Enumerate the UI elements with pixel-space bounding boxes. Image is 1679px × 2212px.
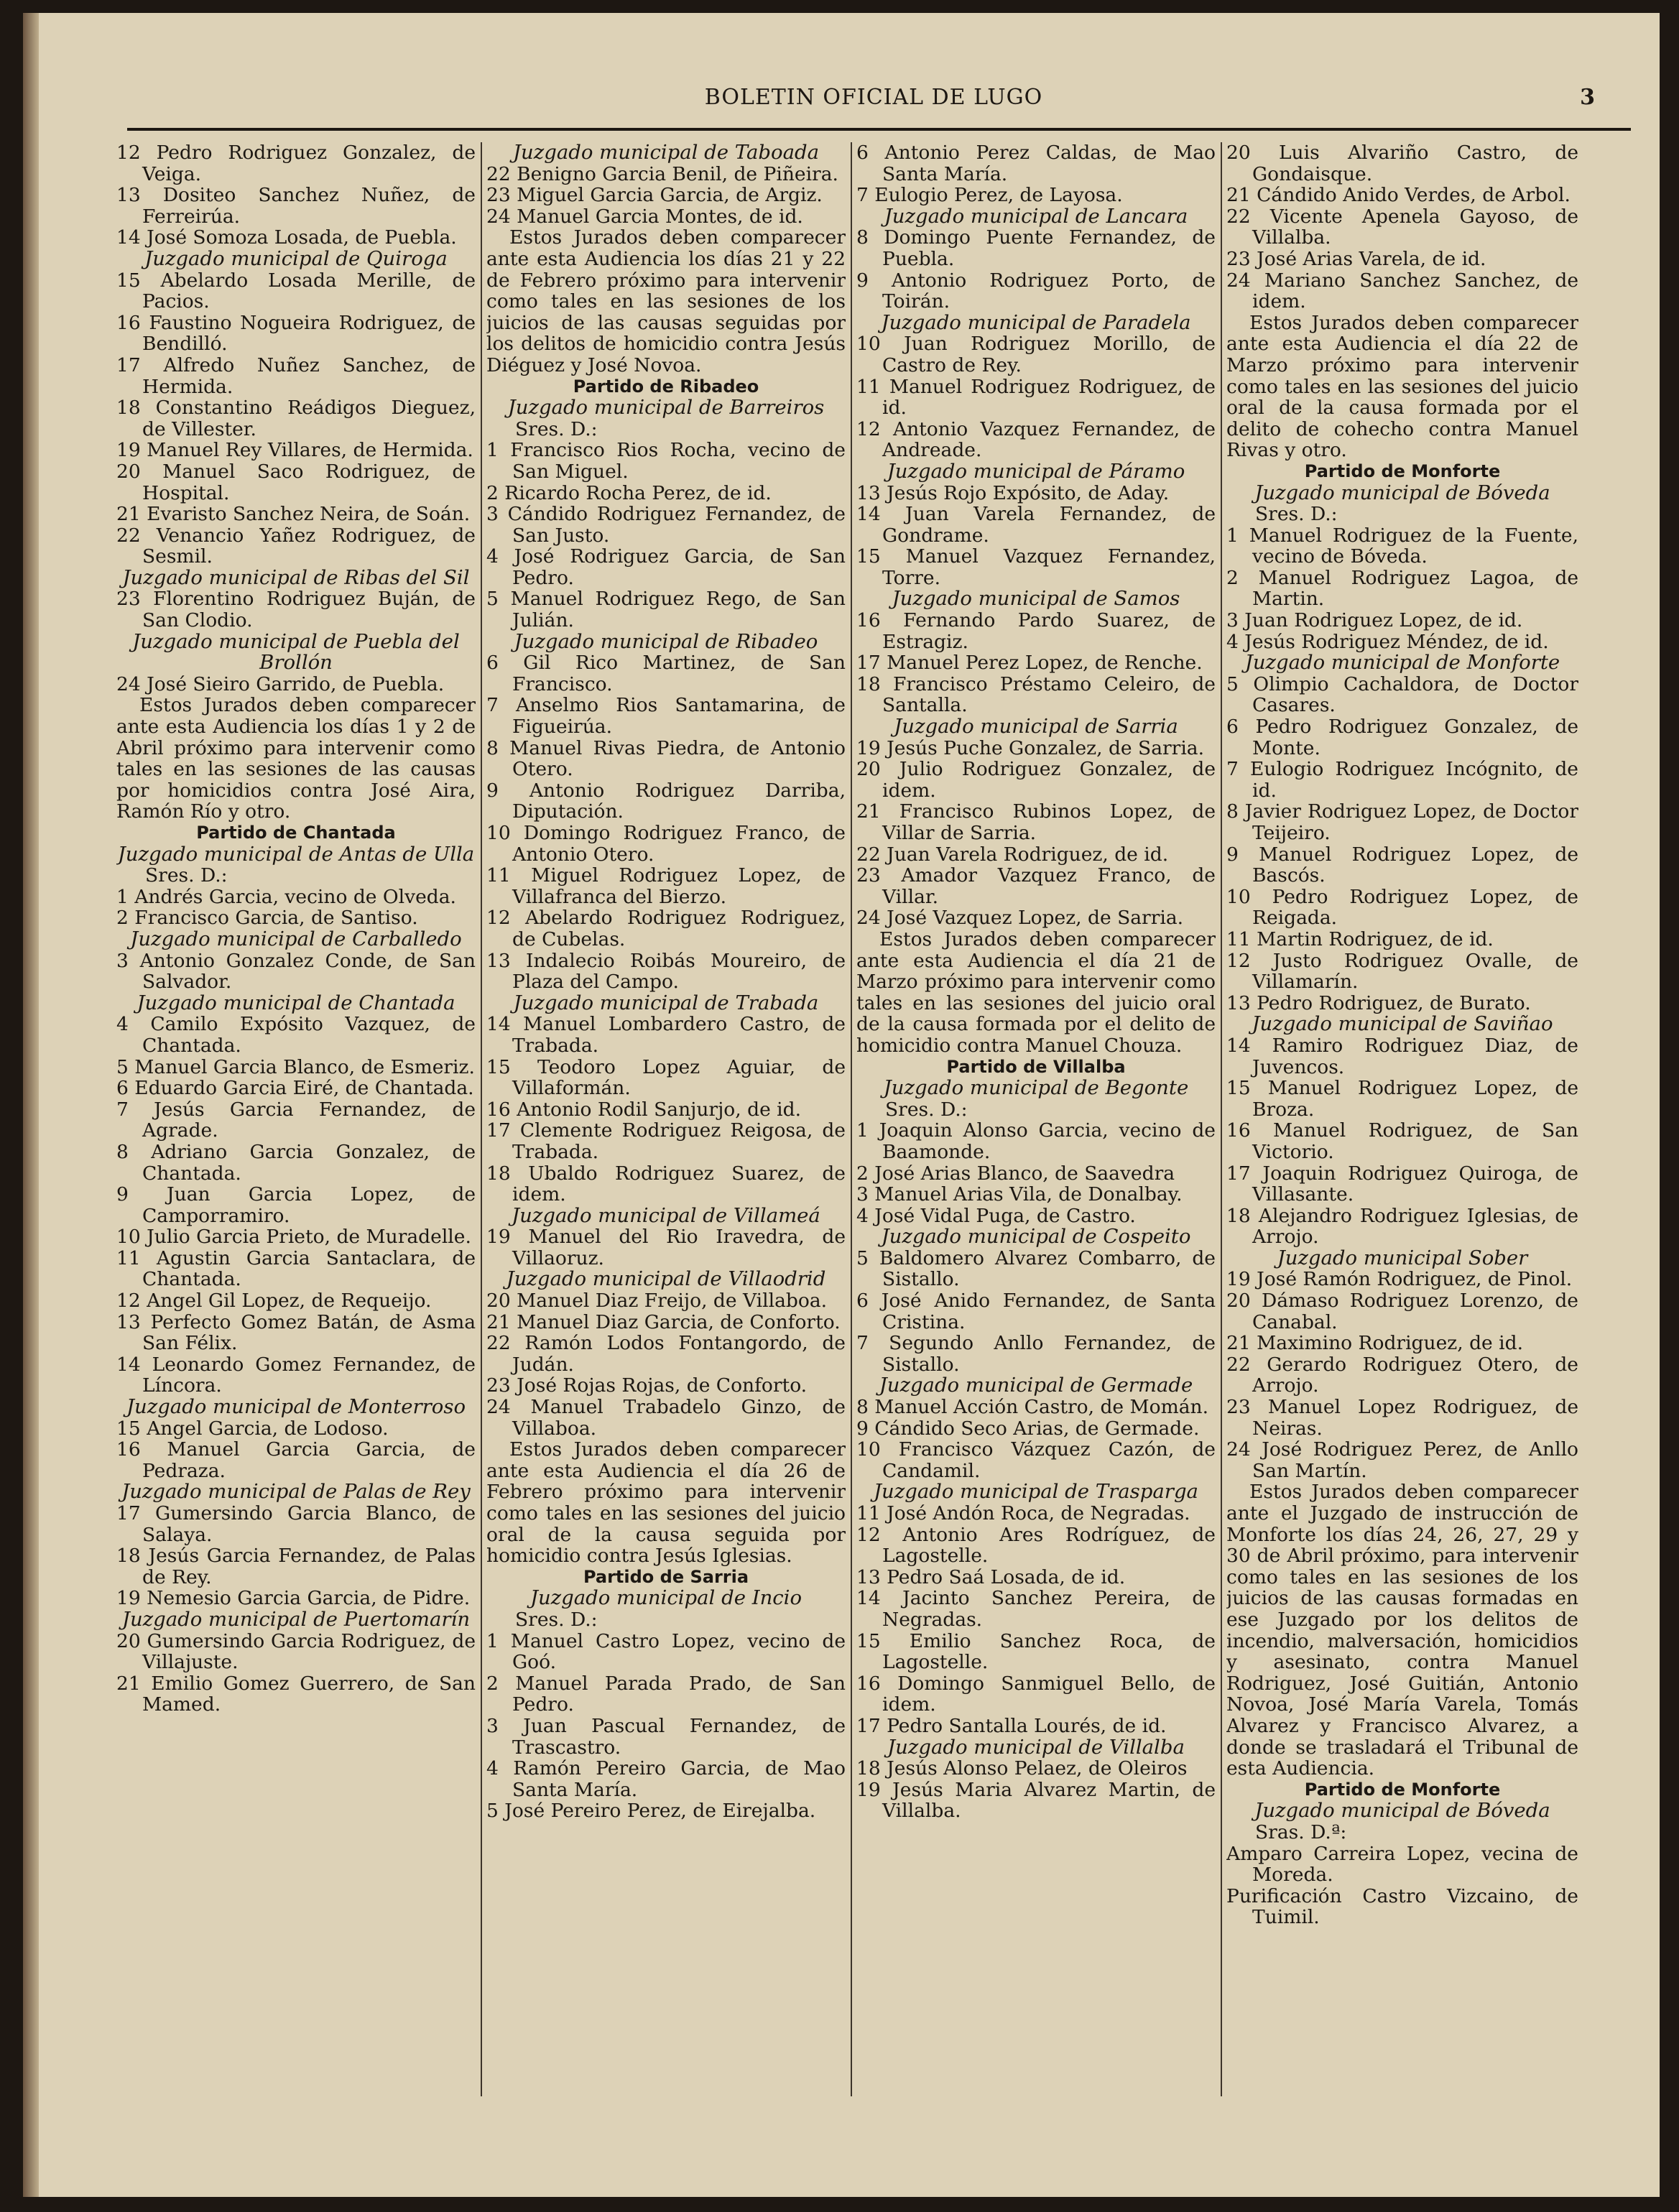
juror-entry: 17 Joaquin Rodriguez Quiroga, de Villasante. xyxy=(1226,1162,1578,1206)
juror-entry: 16 Antonio Rodil Sanjurjo, de id. xyxy=(486,1098,802,1121)
court-heading: Juzgado municipal de Trabada xyxy=(513,991,819,1014)
juror-entry: 19 Manuel Rey Villares, de Hermida. xyxy=(116,439,473,462)
juror-entry: 20 Luis Alvariño Castro, de Gondaisque. xyxy=(1226,142,1578,185)
column-divider xyxy=(481,142,482,2096)
column-divider xyxy=(851,142,852,2096)
juror-entry: 14 Jacinto Sanchez Pereira, de Negradas. xyxy=(856,1587,1216,1631)
juror-entry: 19 José Ramón Rodriguez, de Pinol. xyxy=(1226,1268,1573,1291)
summons-paragraph: Estos Jurados deben comparecer ante esta Audiencia el día 21 de Marzo próximo para intervenir como tales en las sesiones del juicio oral de la causa formada por el delito de homicidio contra Manuel Chouza. xyxy=(856,927,1216,1057)
juror-entry: 12 Antonio Vazquez Fernandez, de Andreade. xyxy=(856,417,1216,462)
court-heading: Juzgado municipal de Sarria xyxy=(894,715,1178,739)
juror-entry: 7 Eulogio Rodriguez Incógnito, de id. xyxy=(1226,758,1578,802)
juror-entry: 2 Ricardo Rocha Perez, de id. xyxy=(486,481,772,504)
court-heading: Juzgado municipal de Saviñao xyxy=(1252,1012,1553,1036)
juror-entry: 6 Antonio Perez Caldas, de Mao Santa María. xyxy=(856,142,1216,185)
juror-entry: 21 Maximino Rodriguez, de id. xyxy=(1226,1332,1524,1355)
juror-entry: 20 Manuel Diaz Freijo, de Villaboa. xyxy=(486,1290,828,1313)
juror-entry: 2 Francisco Garcia, de Santiso. xyxy=(116,907,418,930)
salutation-label: Sres. D.: xyxy=(1255,503,1338,526)
juror-entry: 18 Alejandro Rodriguez Iglesias, de Arrojo. xyxy=(1226,1204,1578,1249)
court-heading: Juzgado municipal de Paradela xyxy=(881,310,1191,334)
juror-entry: Amparo Carreira Lopez, vecina de Moreda. xyxy=(1226,1842,1578,1887)
juror-entry: 18 Jesús Alonso Pelaez, de Oleiros xyxy=(856,1757,1188,1780)
juror-entry: 20 Manuel Saco Rodriguez, de Hospital. xyxy=(116,460,476,504)
juror-entry: 13 Pedro Saá Losada, de id. xyxy=(856,1565,1126,1588)
juror-entry: 13 Jesús Rojo Expósito, de Aday. xyxy=(856,481,1170,504)
juror-entry: 23 José Rojas Rojas, de Conforto. xyxy=(486,1374,808,1397)
publication-title: BOLETIN OFICIAL DE LUGO xyxy=(704,85,1043,110)
juror-entry: 14 Leonardo Gomez Fernandez, de Líncora. xyxy=(116,1353,476,1397)
juror-entry: 13 Dositeo Sanchez Nuñez, de Ferreirúa. xyxy=(116,184,476,228)
juror-entry: 1 Manuel Castro Lopez, vecino de Goó. xyxy=(486,1629,846,1674)
juror-entry: 7 Eulogio Perez, de Layosa. xyxy=(856,184,1123,207)
juror-entry: 8 Adriano Garcia Gonzalez, de Chantada. xyxy=(116,1140,476,1185)
court-heading: Juzgado municipal de Bóveda xyxy=(1254,1799,1550,1823)
juror-entry: 9 Antonio Rodriguez Darriba, Diputación. xyxy=(486,779,846,823)
juror-entry: 6 Gil Rico Martinez, de San Francisco. xyxy=(486,652,846,695)
juror-entry: 16 Domingo Sanmiguel Bello, de idem. xyxy=(856,1672,1216,1716)
juror-entry: 12 Justo Rodriguez Ovalle, de Villamarín. xyxy=(1226,949,1578,994)
juror-entry: 17 Clemente Rodriguez Reigosa, de Trabada. xyxy=(486,1119,846,1163)
juror-entry: 19 Nemesio Garcia Garcia, de Pidre. xyxy=(116,1587,471,1610)
court-heading: Juzgado municipal de Carballedo xyxy=(130,927,462,950)
column-1 xyxy=(116,142,476,2096)
juror-entry: 8 Javier Rodriguez Lopez, de Doctor Teijeiro. xyxy=(1226,800,1578,844)
column-divider xyxy=(1221,142,1222,2096)
district-heading: Partido de Villalba xyxy=(946,1056,1126,1077)
juror-entry: 10 Julio Garcia Prieto, de Muradelle. xyxy=(116,1226,471,1249)
juror-entry: 15 Abelardo Losada Merille, de Pacios. xyxy=(116,269,476,313)
salutation-label: Sras. D.ª: xyxy=(1255,1820,1347,1843)
juror-entry: 8 Domingo Puente Fernandez, de Puebla. xyxy=(856,226,1216,270)
juror-entry: 15 Manuel Vazquez Fernandez, Torre. xyxy=(856,545,1216,589)
court-heading: Juzgado municipal de Bóveda xyxy=(1254,481,1550,504)
page-header xyxy=(109,76,1638,119)
juror-entry: 22 Benigno Garcia Benil, de Piñeira. xyxy=(486,162,838,185)
juror-entry: 10 Juan Rodriguez Morillo, de Castro de Rey. xyxy=(856,333,1216,376)
court-heading: Juzgado municipal de Monterroso xyxy=(126,1395,466,1419)
court-heading: Juzgado municipal de Puebla del Brollón xyxy=(132,629,460,675)
juror-entry: 17 Gumersindo Garcia Blanco, de Salaya. xyxy=(116,1502,476,1546)
juror-entry: 21 Cándido Anido Verdes, de Arbol. xyxy=(1226,184,1571,207)
juror-entry: 21 Evaristo Sanchez Neira, de Soán. xyxy=(116,503,471,526)
court-heading: Juzgado municipal de Incio xyxy=(529,1586,803,1610)
juror-entry: 10 Pedro Rodriguez Lopez, de Reigada. xyxy=(1226,885,1578,930)
juror-entry: 8 Manuel Rivas Piedra, de Antonio Otero. xyxy=(486,736,846,781)
juror-entry: 3 Antonio Gonzalez Conde, de San Salvador. xyxy=(116,949,476,994)
juror-entry: 19 Jesús Puche Gonzalez, de Sarria. xyxy=(856,736,1205,759)
juror-entry: 8 Manuel Acción Castro, de Momán. xyxy=(856,1396,1209,1419)
juror-entry: 4 Camilo Expósito Vazquez, de Chantada. xyxy=(116,1013,476,1057)
juror-entry: 4 Ramón Pereiro Garcia, de Mao Santa María. xyxy=(486,1757,846,1801)
juror-entry: 24 José Rodriguez Perez, de Anllo San Martín. xyxy=(1226,1438,1578,1482)
juror-entry: 24 Manuel Garcia Montes, de id. xyxy=(486,205,803,228)
juror-entry: 5 Manuel Garcia Blanco, de Esmeriz. xyxy=(116,1055,475,1078)
juror-entry: 23 Florentino Rodriguez Buján, de San Clodio. xyxy=(116,588,476,632)
column-2 xyxy=(486,142,846,2096)
juror-entry: 2 Manuel Parada Prado, de San Pedro. xyxy=(486,1672,846,1716)
court-heading: Juzgado municipal de Barreiros xyxy=(507,396,825,420)
juror-entry: 12 Pedro Rodriguez Gonzalez, de Veiga. xyxy=(116,142,476,185)
header-rule xyxy=(127,128,1631,131)
juror-entry: 17 Manuel Perez Lopez, de Renche. xyxy=(856,652,1203,675)
salutation-label: Sres. D.: xyxy=(885,1098,968,1121)
court-heading: Juzgado municipal de Samos xyxy=(892,587,1180,611)
juror-entry: 9 Cándido Seco Arias, de Germade. xyxy=(856,1417,1200,1440)
court-heading: Juzgado municipal de Germade xyxy=(879,1374,1193,1397)
court-heading: Juzgado municipal de Chantada xyxy=(137,991,455,1014)
juror-entry: 9 Antonio Rodriguez Porto, de Toirán. xyxy=(856,269,1216,313)
newspaper-page xyxy=(23,13,1660,2197)
court-heading: Juzgado municipal de Begonte xyxy=(883,1076,1189,1100)
juror-entry: 23 Miguel Garcia Garcia, de Argiz. xyxy=(486,184,823,207)
juror-entry: 1 Manuel Rodriguez de la Fuente, vecino de Bóveda. xyxy=(1226,524,1578,568)
juror-entry: 13 Pedro Rodriguez, de Burato. xyxy=(1226,991,1531,1014)
juror-entry: 22 Gerardo Rodriguez Otero, de Arrojo. xyxy=(1226,1353,1578,1397)
juror-entry: 18 Francisco Préstamo Celeiro, de Santalla. xyxy=(856,672,1216,717)
juror-entry: 24 Manuel Trabadelo Ginzo, de Villaboa. xyxy=(486,1396,846,1440)
juror-entry: 4 José Vidal Puga, de Castro. xyxy=(856,1204,1136,1227)
juror-entry: 21 Francisco Rubinos Lopez, de Villar de Sarria. xyxy=(856,800,1216,844)
juror-entry: 17 Alfredo Nuñez Sanchez, de Hermida. xyxy=(116,353,476,398)
court-heading: Juzgado municipal de Villaodrid xyxy=(506,1267,826,1291)
court-heading: Juzgado municipal de Ribas del Sil xyxy=(122,565,470,589)
juror-entry: 3 Juan Pascual Fernandez, de Trascastro. xyxy=(486,1714,846,1759)
summons-paragraph: Estos Jurados deben comparecer ante esta Audiencia los días 1 y 2 de Abril próximo para intervenir como tales en las sesiones de las causas por homicidios contra José Aira, Ramón Río y otro. xyxy=(116,694,476,823)
juror-entry: 7 Anselmo Rios Santamarina, de Figueirúa. xyxy=(486,694,846,739)
juror-entry: 11 Miguel Rodriguez Lopez, de Villafranca del Bierzo. xyxy=(486,864,846,908)
juror-entry: 20 Dámaso Rodriguez Lorenzo, de Canabal. xyxy=(1226,1290,1578,1333)
juror-entry: 24 Mariano Sanchez Sanchez, de idem. xyxy=(1226,269,1578,313)
juror-entry: 23 Manuel Lopez Rodriguez, de Neiras. xyxy=(1226,1396,1578,1440)
juror-entry: 24 José Sieiro Garrido, de Puebla. xyxy=(116,672,445,695)
juror-entry: 11 José Andón Roca, de Negradas. xyxy=(856,1502,1190,1524)
juror-entry: 14 Ramiro Rodriguez Diaz, de Juvencos. xyxy=(1226,1034,1578,1078)
juror-entry: 7 Jesús Garcia Fernandez, de Agrade. xyxy=(116,1098,476,1142)
court-heading: Juzgado municipal de Ribadeo xyxy=(514,629,818,653)
juror-entry: 9 Juan Garcia Lopez, de Camporramiro. xyxy=(116,1183,476,1227)
juror-entry: 5 José Pereiro Perez, de Eirejalba. xyxy=(486,1800,816,1823)
juror-entry: 21 Emilio Gomez Guerrero, de San Mamed. xyxy=(116,1672,476,1716)
juror-entry: 18 Constantino Reádigos Dieguez, de Villester. xyxy=(116,397,476,440)
salutation-label: Sres. D.: xyxy=(145,864,228,887)
juror-entry: 12 Antonio Ares Rodríguez, de Lagostelle. xyxy=(856,1523,1216,1568)
juror-entry: 15 Teodoro Lopez Aguiar, de Villaformán. xyxy=(486,1055,846,1100)
district-heading: Partido de Sarria xyxy=(583,1566,749,1587)
juror-entry: 13 Indalecio Roibás Moureiro, de Plaza del Campo. xyxy=(486,949,846,994)
juror-entry: 3 Manuel Arias Vila, de Donalbay. xyxy=(856,1183,1183,1206)
juror-entry: 15 Emilio Sanchez Roca, de Lagostelle. xyxy=(856,1629,1216,1674)
juror-entry: 18 Jesús Garcia Fernandez, de Palas de Rey. xyxy=(116,1545,476,1588)
juror-entry: 19 Manuel del Rio Iravedra, de Villaoruz. xyxy=(486,1226,846,1269)
juror-entry: 1 Andrés Garcia, vecino de Olveda. xyxy=(116,885,456,908)
juror-entry: 1 Joaquin Alonso Garcia, vecino de Baamonde. xyxy=(856,1119,1216,1163)
juror-entry: 1 Francisco Rios Rocha, vecino de San Miguel. xyxy=(486,439,846,483)
juror-entry: 22 Ramón Lodos Fontangordo, de Judán. xyxy=(486,1332,846,1376)
column-4 xyxy=(1226,142,1578,2096)
district-heading: Partido de Chantada xyxy=(196,823,396,843)
salutation-label: Sres. D.: xyxy=(515,417,598,440)
juror-entry: 12 Abelardo Rodriguez Rodriguez, de Cubelas. xyxy=(486,907,846,950)
court-heading: Juzgado municipal de Lancara xyxy=(884,204,1188,228)
juror-entry: 19 Jesús Maria Alvarez Martin, de Villalba. xyxy=(856,1778,1216,1823)
district-heading: Partido de Ribadeo xyxy=(573,376,759,397)
juror-entry: 5 Manuel Rodriguez Rego, de San Julián. xyxy=(486,588,846,632)
juror-entry: 4 José Rodriguez Garcia, de San Pedro. xyxy=(486,545,846,589)
summons-paragraph: Estos Jurados deben comparecer ante esta Audiencia el día 22 de Marzo próximo para intervenir como tales en las sesiones del juicio oral de la causa formada por el delito de cohecho contra Manuel Rivas y otro. xyxy=(1226,311,1578,462)
court-heading: Juzgado municipal de Cospeito xyxy=(881,1225,1191,1249)
court-heading: Juzgado municipal de Quiroga xyxy=(144,246,448,270)
juror-entry: 11 Agustin Garcia Santaclara, de Chantada. xyxy=(116,1246,476,1291)
court-heading: Juzgado municipal de Trasparga xyxy=(874,1480,1198,1504)
juror-entry: 13 Perfecto Gomez Batán, de Asma San Félix. xyxy=(116,1310,476,1355)
juror-entry: 3 Cándido Rodriguez Fernandez, de San Justo. xyxy=(486,503,846,547)
juror-entry: 16 Fernando Pardo Suarez, de Estragiz. xyxy=(856,609,1216,653)
juror-entry: 15 Manuel Rodriguez Lopez, de Broza. xyxy=(1226,1077,1578,1121)
juror-entry: 7 Segundo Anllo Fernandez, de Sistallo. xyxy=(856,1332,1216,1376)
court-heading: Juzgado municipal de Villalba xyxy=(887,1735,1185,1759)
summons-paragraph: Estos Jurados deben comparecer ante esta Audiencia los días 21 y 22 de Febrero próximo para intervenir como tales en las sesiones de los juicios de las causas seguidas por los delitos de homicidio contra Jesús Diéguez y José Novoa. xyxy=(486,226,846,376)
juror-entry: 10 Domingo Rodriguez Franco, de Antonio Otero. xyxy=(486,822,846,866)
page-number: 3 xyxy=(1580,85,1595,110)
juror-entry: 6 Eduardo Garcia Eiré, de Chantada. xyxy=(116,1077,474,1100)
juror-entry: 4 Jesús Rodriguez Méndez, de id. xyxy=(1226,630,1549,653)
juror-entry: 6 Pedro Rodriguez Gonzalez, de Monte. xyxy=(1226,716,1578,759)
court-heading: Juzgado municipal de Villameá xyxy=(512,1203,820,1227)
juror-entry: 17 Pedro Santalla Lourés, de id. xyxy=(856,1714,1167,1737)
juror-entry: 23 Amador Vazquez Franco, de Villar. xyxy=(856,864,1216,908)
juror-entry: 5 Olimpio Cachaldora, de Doctor Casares. xyxy=(1226,672,1578,717)
juror-entry: 18 Ubaldo Rodriguez Suarez, de idem. xyxy=(486,1162,846,1206)
summons-paragraph: Estos Jurados deben comparecer ante esta Audiencia el día 26 de Febrero próximo para intervenir como tales en las sesiones del juicio oral de la causa seguida por homicidio contra Jesús Iglesias. xyxy=(486,1438,846,1568)
text-columns xyxy=(116,142,1578,2096)
summons-paragraph: Estos Jurados deben comparecer ante el Juzgado de instrucción de Monforte los días 24, 26, 27, 29 y 30 de Abril próximo, para intervenir como tales en las sesiones de los juicios de las causas formadas en ese Juzgado por los delitos de incendio, malversación, homicidios y asesinato, contra Manuel Rodriguez, José Guitián, Antonio Novoa, José María Varela, Tomás Alvarez y Francisco Alvarez, a donde se trasladará el Tribunal de esta Audiencia. xyxy=(1226,1481,1578,1780)
juror-entry: 16 Faustino Nogueira Rodriguez, de Bendilló. xyxy=(116,311,476,356)
court-heading: Juzgado municipal de Taboada xyxy=(513,142,819,164)
juror-entry: 2 Manuel Rodriguez Lagoa, de Martin. xyxy=(1226,566,1578,611)
court-heading: Juzgado municipal de Puertomarín xyxy=(121,1607,471,1631)
juror-entry: 21 Manuel Diaz Garcia, de Conforto. xyxy=(486,1310,841,1333)
court-heading: Juzgado municipal de Páramo xyxy=(887,459,1185,483)
juror-entry: 14 Juan Varela Fernandez, de Gondrame. xyxy=(856,503,1216,547)
juror-entry: 22 Vicente Apenela Gayoso, de Villalba. xyxy=(1226,205,1578,249)
juror-entry: 15 Angel Garcia, de Lodoso. xyxy=(116,1417,389,1440)
district-heading: Partido de Monforte xyxy=(1304,1779,1501,1800)
juror-entry: 23 José Arias Varela, de id. xyxy=(1226,247,1486,270)
juror-entry: 20 Julio Rodriguez Gonzalez, de idem. xyxy=(856,758,1216,802)
court-heading: Juzgado municipal de Antas de Ulla xyxy=(117,842,475,866)
district-heading: Partido de Monforte xyxy=(1304,461,1501,481)
juror-entry: 12 Angel Gil Lopez, de Requeijo. xyxy=(116,1290,432,1313)
juror-entry: 24 José Vazquez Lopez, de Sarria. xyxy=(856,907,1184,930)
juror-entry: 14 José Somoza Losada, de Puebla. xyxy=(116,226,457,249)
court-heading: Juzgado municipal Sober xyxy=(1277,1246,1528,1269)
juror-entry: 20 Gumersindo Garcia Rodriguez, de Villajuste. xyxy=(116,1629,476,1674)
court-heading: Juzgado municipal de Palas de Rey xyxy=(121,1480,471,1504)
juror-entry: 16 Manuel Rodriguez, de San Victorio. xyxy=(1226,1119,1578,1163)
juror-entry: 11 Manuel Rodriguez Rodriguez, de id. xyxy=(856,375,1216,420)
juror-entry: 22 Venancio Yañez Rodriguez, de Sesmil. xyxy=(116,524,476,568)
juror-entry: Purificación Castro Vizcaino, de Tuimil. xyxy=(1226,1884,1578,1929)
salutation-label: Sres. D.: xyxy=(515,1608,598,1631)
juror-entry: 5 Baldomero Alvarez Combarro, de Sistallo. xyxy=(856,1246,1216,1291)
juror-entry: 10 Francisco Vázquez Cazón, de Candamil. xyxy=(856,1438,1216,1482)
juror-entry: 14 Manuel Lombardero Castro, de Trabada. xyxy=(486,1013,846,1057)
juror-entry: 11 Martin Rodriguez, de id. xyxy=(1226,927,1494,950)
column-3 xyxy=(856,142,1216,2096)
juror-entry: 3 Juan Rodriguez Lopez, de id. xyxy=(1226,609,1523,632)
juror-entry: 2 José Arias Blanco, de Saavedra xyxy=(856,1162,1175,1185)
juror-entry: 22 Juan Varela Rodriguez, de id. xyxy=(856,843,1169,866)
juror-entry: 6 José Anido Fernandez, de Santa Cristina. xyxy=(856,1290,1216,1333)
juror-entry: 16 Manuel Garcia Garcia, de Pedraza. xyxy=(116,1438,476,1482)
juror-entry: 9 Manuel Rodriguez Lopez, de Bascós. xyxy=(1226,843,1578,887)
court-heading: Juzgado municipal de Monforte xyxy=(1244,651,1560,675)
page-gutter xyxy=(23,13,39,2197)
